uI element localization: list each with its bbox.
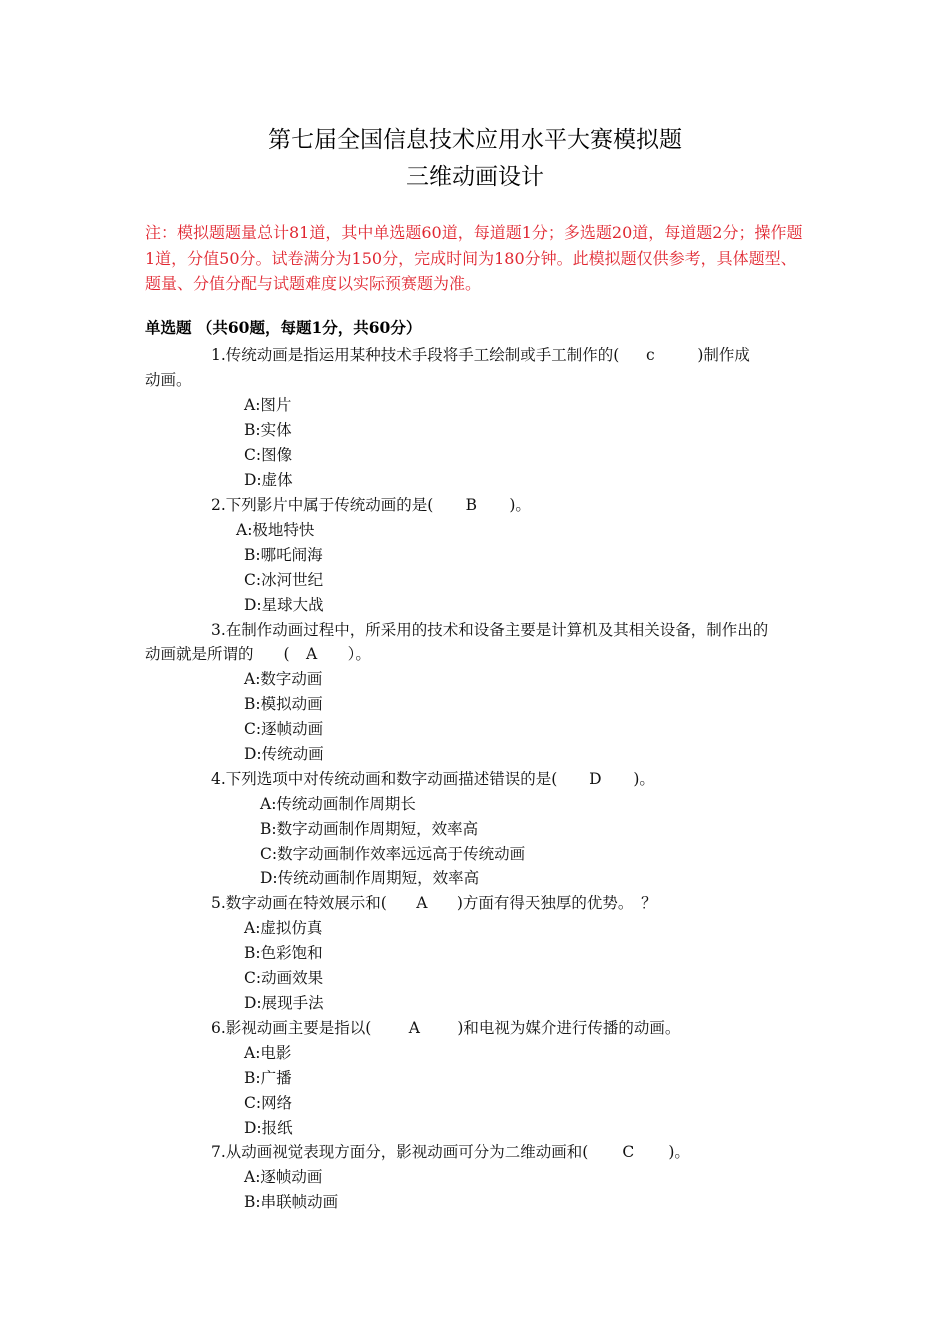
question-2-option-a: A:极地特快 [236, 521, 315, 539]
document-title: 第七届全国信息技术应用水平大赛模拟题 [268, 127, 682, 153]
question-4-text-end: )。 [633, 770, 655, 788]
question-2-option-d: D:星球大战 [244, 596, 324, 614]
question-3 [211, 618, 768, 640]
question-6-text-end: )和电视为媒介进行传播的动画。 [457, 1019, 681, 1037]
question-2-text-end: )。 [509, 496, 531, 514]
question-4-option-a: A:传统动画制作周期长 [260, 795, 416, 813]
question-5-text-end: )方面有得天独厚的优势。 ？ [456, 894, 657, 912]
question-5-answer: A [416, 894, 428, 912]
question-2-answer: B [465, 496, 478, 514]
question-6-answer: A [408, 1019, 420, 1037]
question-6-option-b: B:广播 [244, 1069, 292, 1087]
question-3-continuation: 动画就是所谓的 ( A ）。 [145, 645, 371, 663]
question-3-option-c: C:逐帧动画 [244, 720, 324, 738]
question-1-option-a: A:图片 [244, 396, 292, 414]
question-5-text: 5.数字动画在特效展示和( [211, 894, 387, 912]
question-1-answer: c [646, 346, 655, 364]
question-2-option-b: B:哪吒闹海 [244, 546, 323, 564]
question-7-text-end: )。 [668, 1143, 690, 1161]
question-4-text: 4.下列选项中对传统动画和数字动画描述错误的是( [211, 770, 558, 788]
question-3-answer: A [305, 645, 318, 663]
question-5-option-d: D:展现手法 [244, 994, 324, 1012]
question-1 [211, 343, 750, 365]
question-1-text: 1.传统动画是指运用某种技术手段将手工绘制或手工制作的( [211, 346, 620, 364]
question-4 [211, 767, 655, 789]
question-5-option-c: C:动画效果 [244, 969, 324, 987]
question-4-option-d: D:传统动画制作周期短，效率高 [260, 869, 480, 887]
question-1-option-b: B:实体 [244, 421, 292, 439]
question-6-option-a: A:电影 [244, 1044, 292, 1062]
question-4-answer: D [589, 770, 602, 788]
section-heading: 单选题 （共60题，每题1分，共60分） [145, 318, 422, 337]
question-7-answer: C [622, 1143, 635, 1161]
question-3-option-b: B:模拟动画 [244, 695, 323, 713]
question-4-option-c: C:数字动画制作效率远远高于传统动画 [260, 845, 526, 863]
exam-note: 注：模拟题题量总计81道，其中单选题60道，每道题1分；多选题20道，每道题2分；操作题1道，分值50分。试卷满分为150分，完成时间为180分钟。此模拟题仅供参考，具体题型、题量、分值分配与试题难度以实际预赛题为准。 [145, 223, 803, 293]
question-1-text-end: )制作成 [697, 346, 750, 364]
document-subtitle: 三维动画设计 [406, 164, 544, 190]
question-6-option-d: D:报纸 [244, 1119, 293, 1137]
question-1-continuation: 动画。 [145, 371, 192, 389]
question-7-text: 7.从动画视觉表现方面分，影视动画可分为二维动画和( [211, 1143, 589, 1161]
question-3-continuation-end: ）。 [347, 645, 371, 663]
question-1-option-c: C:图像 [244, 446, 293, 464]
question-4-option-b: B:数字动画制作周期短，效率高 [260, 820, 479, 838]
question-5-option-a: A:虚拟仿真 [244, 919, 323, 937]
question-3-text: 3.在制作动画过程中，所采用的技术和设备主要是计算机及其相关设备，制作出的 [211, 621, 769, 639]
question-2 [211, 493, 531, 515]
question-7-option-a: A:逐帧动画 [244, 1168, 323, 1186]
question-3-continuation-text: 动画就是所谓的 [145, 645, 254, 663]
question-6-option-c: C:网络 [244, 1094, 293, 1112]
question-7 [211, 1140, 690, 1162]
question-5 [211, 891, 657, 913]
question-7-option-b: B:串联帧动画 [244, 1193, 339, 1211]
question-3-option-d: D:传统动画 [244, 745, 324, 763]
question-5-option-b: B:色彩饱和 [244, 944, 323, 962]
question-3-option-a: A:数字动画 [244, 670, 323, 688]
question-1-option-d: D:虚体 [244, 471, 293, 489]
question-2-text: 2.下列影片中属于传统动画的是( [211, 496, 434, 514]
question-6-text: 6.影视动画主要是指以( [211, 1019, 372, 1037]
question-6 [211, 1016, 680, 1038]
question-2-option-c: C:冰河世纪 [244, 571, 324, 589]
